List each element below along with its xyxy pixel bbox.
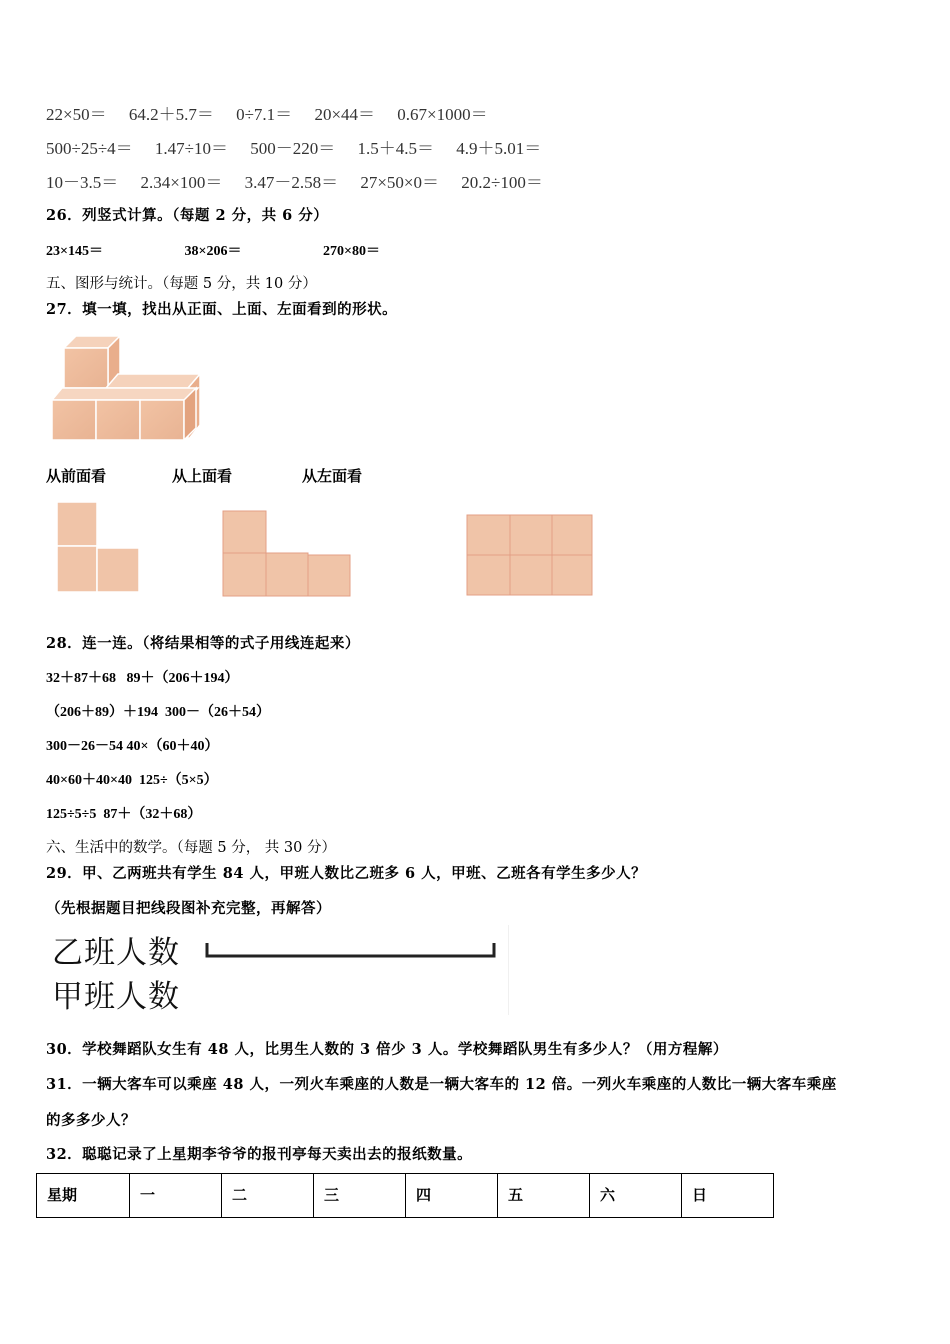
view-shape-2 [220,508,354,600]
q28-row [46,735,218,755]
q26-items [46,240,380,260]
section5-title: 五、图形与统计。（每题 5 分，共 10 分） [46,276,317,292]
table-header-cell: 六 [590,1174,682,1218]
table-header-cell: 四 [406,1174,498,1218]
q26-item: 270×80＝ [323,244,380,259]
q28-expr-right: 87＋（32＋68） [103,807,202,822]
class-a-label: 甲班人数 [52,979,180,1015]
calc-item: 20.2÷100＝ [461,173,543,192]
left-view-label: 从左面看 [302,467,363,485]
q26-item: 23×145＝ [46,244,103,259]
calc-item: 20×44＝ [314,105,376,124]
q27-title: 27．填一填，找出从正面、上面、左面看到的形状。 [46,301,398,318]
table-header-cell: 星期 [37,1174,130,1218]
calc-item: 4.9＋5.01＝ [456,139,542,158]
calc-item: 2.34×100＝ [140,173,223,192]
calc-item: 27×50×0＝ [360,173,440,192]
q28-expr-left: 40×60＋40×40 [46,773,132,788]
q28-expr-left: 125÷5÷5 [46,807,97,822]
q28-expr-left: 300－26－54 [46,739,123,754]
q28-expr-right: 89＋（206＋194） [126,671,239,686]
q28-title: 28．连一连。（将结果相等的式子用线连起来） [46,635,360,652]
calc-item: 10－3.5＝ [46,173,119,192]
q32-title: 32．聪聪记录了上星期李爷爷的报刊亭每天卖出去的报纸数量。 [46,1146,473,1163]
view-shape-1 [54,500,144,596]
q26-item: 38×206＝ [184,244,242,259]
q28-row [46,769,218,789]
table-header-cell: 日 [682,1174,774,1218]
table-header-cell: 五 [498,1174,590,1218]
calc-item: 22×50＝ [46,105,107,124]
calc-item: 64.2＋5.7＝ [128,105,214,124]
newspaper-table [36,1173,774,1218]
q29-title: 29．甲、乙两班共有学生 84 人，甲班人数比乙班多 6 人，甲班、乙班各有学生多少人？ [46,865,647,882]
view-shape-3 [464,512,596,598]
q29-note: （先根据题目把线段图补充完整，再解答） [46,900,331,917]
calc-item: 3.47－2.58＝ [244,173,339,192]
class-b-segment [204,941,500,961]
q31-line1: 31．一辆大客车可以乘座 48 人，一列火车乘座的人数是一辆大客车的 12 倍。一列火车乘座的人数比一辆大客车乘座 [46,1076,837,1093]
calc-row-3 [46,168,561,193]
section6-title: 六、生活中的数学。（每题 5 分， 共 30 分） [46,840,336,856]
q28-expr-right: 40×（60＋40） [126,739,219,754]
segment-diagram [46,925,509,1015]
q30-title: 30．学校舞蹈队女生有 48 人，比男生人数的 3 倍少 3 人。学校舞蹈队男生有多少人？（用方程解） [46,1041,728,1058]
q28-expr-left: 32＋87＋68 [46,671,116,686]
calc-item: 1.47÷10＝ [154,139,229,158]
calc-row-1 [46,100,506,125]
table-row [37,1174,774,1218]
q28-expr-right: 300－（26＋54） [165,705,270,720]
q31-line2: 的多多少人？ [46,1112,136,1129]
cube-stack-figure [48,330,208,445]
top-view-label: 从上面看 [172,467,233,485]
calc-item: 0.67×1000＝ [397,105,488,124]
calc-row-2 [46,134,559,159]
table-header-cell: 一 [130,1174,222,1218]
q28-row [46,803,201,823]
calc-item: 500－220＝ [250,139,336,158]
q28-row [46,667,239,687]
q28-expr-right: 125÷（5×5） [138,773,218,788]
calc-item: 1.5＋4.5＝ [357,139,435,158]
table-header-cell: 三 [314,1174,406,1218]
q28-row [46,701,270,721]
q26-title: 26．列竖式计算。（每题 2 分，共 6 分） [46,207,329,224]
calc-item: 500÷25÷4＝ [46,139,133,158]
class-b-label: 乙班人数 [52,935,180,971]
calc-item: 0÷7.1＝ [236,105,293,124]
table-header-cell: 二 [222,1174,314,1218]
q28-expr-left: （206＋89）＋194 [46,705,158,720]
front-view-label: 从前面看 [46,467,107,485]
